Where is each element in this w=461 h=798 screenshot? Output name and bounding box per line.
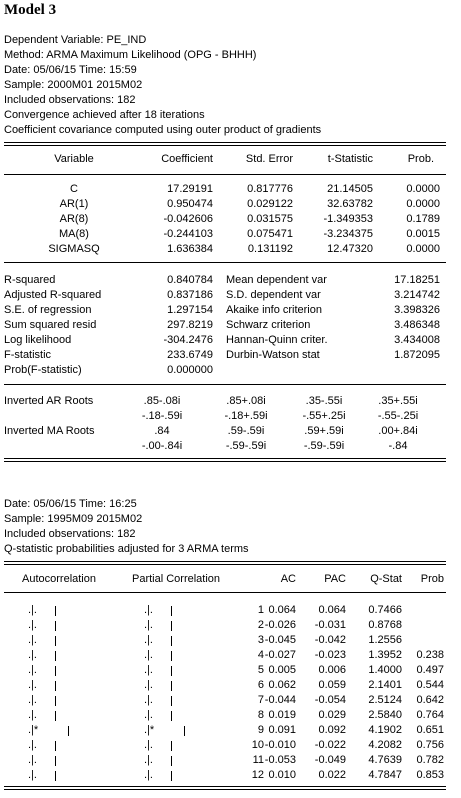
ac-band-line	[68, 726, 70, 736]
ac-value: 0.064	[268, 604, 296, 616]
q-stat-value: 1.2556	[368, 634, 402, 646]
stat-label: Schwarz criterion	[226, 319, 311, 331]
prob-value: 0.0015	[406, 228, 440, 240]
ac-value: 0.019	[268, 709, 296, 721]
root-value: -.59-.59i	[225, 440, 267, 452]
stat-value: 3.486348	[394, 319, 440, 331]
coefficient-value: -0.244103	[163, 228, 213, 240]
partial-correlation-bar: .|.	[144, 694, 153, 706]
pac-value: -0.042	[314, 634, 346, 646]
ac-band-line	[55, 696, 57, 706]
t-stat-value: 12.47320	[327, 243, 373, 255]
table-rule	[4, 592, 446, 593]
autocorrelation-bar: .|.	[28, 679, 37, 691]
ac-band-line	[55, 621, 57, 631]
ac-value: -0.053	[264, 754, 296, 766]
stat-label: Durbin-Watson stat	[226, 349, 320, 361]
lag-number: 4	[257, 649, 264, 661]
stat-label: Adjusted R-squared	[4, 289, 102, 301]
prob-value: 0.1789	[406, 213, 440, 225]
ac-value: 0.062	[268, 679, 296, 691]
root-value: -.00-.84i	[141, 440, 183, 452]
pac-band-line	[171, 651, 173, 661]
partial-correlation-bar: .|.	[144, 619, 153, 631]
pac-value: 0.006	[318, 664, 346, 676]
column-header: PAC	[324, 573, 346, 585]
partial-correlation-bar: .|.	[144, 679, 153, 691]
lag-number: 10	[251, 739, 264, 751]
ac-band-line	[55, 756, 57, 766]
ac-band-line	[55, 681, 57, 691]
t-stat-value: -3.234375	[323, 228, 373, 240]
autocorrelation-bar: .|.	[28, 739, 37, 751]
pac-band-line	[171, 606, 173, 616]
partial-correlation-bar: .|.	[144, 604, 153, 616]
variable-name: SIGMASQ	[48, 243, 100, 255]
header-line: Dependent Variable: PE_IND	[4, 34, 147, 46]
header-line: Included observations: 182	[4, 528, 136, 540]
variable-name: C	[70, 183, 78, 195]
table-rule	[4, 458, 446, 462]
column-header: t-Statistic	[327, 153, 373, 165]
pac-value: -0.022	[314, 739, 346, 751]
stat-value: 1.872095	[394, 349, 440, 361]
header-line: Coefficient covariance computed using outer product of gradients	[4, 124, 322, 136]
std-error-value: 0.817776	[247, 183, 293, 195]
prob-value: 0.651	[416, 724, 444, 736]
ac-value: -0.045	[264, 634, 296, 646]
stat-value: 0.837186	[167, 289, 213, 301]
lag-number: 2	[257, 619, 264, 631]
stat-label: Sum squared resid	[4, 319, 97, 331]
q-stat-value: 2.5840	[368, 709, 402, 721]
q-stat-value: 4.1902	[368, 724, 402, 736]
coefficient-value: -0.042606	[163, 213, 213, 225]
ac-band-line	[55, 711, 57, 721]
prob-value: 0.238	[416, 649, 444, 661]
stat-value: 1.297154	[167, 304, 213, 316]
autocorrelation-bar: .|.	[28, 649, 37, 661]
roots-label: Inverted MA Roots	[4, 425, 95, 437]
partial-correlation-bar: .|*	[144, 724, 155, 736]
pac-value: 0.059	[318, 679, 346, 691]
ac-band-line	[55, 771, 57, 781]
ac-value: -0.026	[264, 619, 296, 631]
lag-number: 8	[257, 709, 264, 721]
pac-band-line	[171, 681, 173, 691]
stat-label: R-squared	[4, 274, 56, 286]
ac-band-line	[55, 636, 57, 646]
partial-correlation-bar: .|.	[144, 739, 153, 751]
partial-correlation-bar: .|.	[144, 649, 153, 661]
stat-label: Hannan-Quinn criter.	[226, 334, 328, 346]
q-stat-value: 0.8768	[368, 619, 402, 631]
q-stat-value: 4.7847	[368, 769, 402, 781]
pac-value: -0.049	[314, 754, 346, 766]
std-error-value: 0.131192	[247, 243, 293, 255]
stat-label: Log likelihood	[4, 334, 72, 346]
lag-number: 12	[251, 769, 264, 781]
model-title: Model 3	[4, 2, 57, 18]
q-stat-value: 4.2082	[368, 739, 402, 751]
autocorrelation-bar: .|.	[28, 769, 37, 781]
coefficient-value: 17.29191	[167, 183, 213, 195]
autocorrelation-bar: .|.	[28, 664, 37, 676]
pac-value: -0.054	[314, 694, 346, 706]
pac-value: 0.022	[318, 769, 346, 781]
column-header: Coefficient	[161, 153, 213, 165]
root-value: -.59-.59i	[303, 440, 345, 452]
header-line: Method: ARMA Maximum Likelihood (OPG - BHHH)	[4, 49, 257, 61]
stat-value: 0.000000	[167, 364, 213, 376]
header-line: Convergence achieved after 18 iterations	[4, 109, 205, 121]
column-header: Prob	[420, 573, 444, 585]
std-error-value: 0.075471	[247, 228, 293, 240]
pac-band-line	[171, 621, 173, 631]
stat-value: 3.398326	[394, 304, 440, 316]
stat-value: 3.434008	[394, 334, 440, 346]
ac-value: 0.010	[268, 769, 296, 781]
autocorrelation-bar: .|*	[28, 724, 39, 736]
lag-number: 9	[257, 724, 264, 736]
q-stat-value: 2.1401	[368, 679, 402, 691]
root-value: .00+.84i	[378, 425, 418, 437]
autocorrelation-bar: .|.	[28, 754, 37, 766]
root-value: -.18-.59i	[141, 410, 183, 422]
table-rule	[4, 262, 446, 263]
roots-label: Inverted AR Roots	[4, 395, 94, 407]
root-value: .59+.59i	[304, 425, 344, 437]
header-line: Date: 05/06/15 Time: 15:59	[4, 64, 137, 76]
stat-value: 3.214742	[394, 289, 440, 301]
pac-band-line	[171, 696, 173, 706]
lag-number: 3	[257, 634, 264, 646]
prob-value: 0.764	[416, 709, 444, 721]
root-value: .84	[154, 425, 170, 437]
variable-name: MA(8)	[59, 228, 89, 240]
pac-band-line	[171, 741, 173, 751]
stat-label: S.E. of regression	[4, 304, 92, 316]
partial-correlation-bar: .|.	[144, 709, 153, 721]
autocorrelation-bar: .|.	[28, 634, 37, 646]
root-value: .59-.59i	[227, 425, 265, 437]
ac-band-line	[55, 741, 57, 751]
partial-correlation-bar: .|.	[144, 769, 153, 781]
stat-label: F-statistic	[4, 349, 52, 361]
column-header: AC	[280, 573, 296, 585]
header-line: Date: 05/06/15 Time: 16:25	[4, 498, 137, 510]
pac-value: -0.031	[314, 619, 346, 631]
table-rule	[4, 786, 446, 790]
stat-label: S.D. dependent var	[226, 289, 321, 301]
ac-value: 0.091	[268, 724, 296, 736]
ac-value: -0.027	[264, 649, 296, 661]
stat-value: 233.6749	[167, 349, 213, 361]
prob-value: 0.544	[416, 679, 444, 691]
std-error-value: 0.031575	[247, 213, 293, 225]
column-header: Std. Error	[245, 153, 293, 165]
root-value: .35+.55i	[378, 395, 418, 407]
q-stat-value: 2.5124	[368, 694, 402, 706]
root-value: .85-.08i	[143, 395, 181, 407]
prob-value: 0.853	[416, 769, 444, 781]
pac-band-line	[171, 756, 173, 766]
autocorrelation-bar: .|.	[28, 619, 37, 631]
prob-value: 0.642	[416, 694, 444, 706]
stat-label: Prob(F-statistic)	[4, 364, 82, 376]
column-header: Autocorrelation	[22, 573, 96, 585]
pac-band-line	[171, 636, 173, 646]
column-header: Variable	[54, 153, 94, 165]
stat-value: 0.840784	[167, 274, 213, 286]
autocorrelation-bar: .|.	[28, 709, 37, 721]
pac-band-line	[171, 771, 173, 781]
stat-value: 17.18251	[394, 274, 440, 286]
column-header: Q-Stat	[370, 573, 402, 585]
partial-correlation-bar: .|.	[144, 634, 153, 646]
prob-value: 0.0000	[406, 183, 440, 195]
root-value: -.55-.25i	[377, 410, 419, 422]
lag-number: 5	[257, 664, 264, 676]
pac-value: -0.023	[314, 649, 346, 661]
ac-value: -0.044	[264, 694, 296, 706]
prob-value: 0.497	[416, 664, 444, 676]
root-value: .35-.55i	[305, 395, 343, 407]
lag-number: 7	[257, 694, 264, 706]
pac-value: 0.092	[318, 724, 346, 736]
prob-value: 0.782	[416, 754, 444, 766]
table-rule	[4, 174, 446, 175]
pac-band-line	[184, 726, 186, 736]
table-rule	[4, 384, 446, 385]
ac-band-line	[55, 606, 57, 616]
partial-correlation-bar: .|.	[144, 664, 153, 676]
pac-band-line	[171, 666, 173, 676]
prob-value: 0.756	[416, 739, 444, 751]
q-stat-value: 0.7466	[368, 604, 402, 616]
ac-band-line	[55, 666, 57, 676]
stat-value: 297.8219	[167, 319, 213, 331]
prob-value: 0.0000	[406, 243, 440, 255]
lag-number: 1	[257, 604, 264, 616]
stat-label: Mean dependent var	[226, 274, 327, 286]
coefficient-value: 0.950474	[167, 198, 213, 210]
t-stat-value: -1.349353	[323, 213, 373, 225]
table-rule	[4, 561, 446, 565]
column-header: Prob.	[407, 153, 434, 165]
q-stat-value: 1.3952	[368, 649, 402, 661]
header-line: Q-statistic probabilities adjusted for 3 ARMA terms	[4, 543, 249, 555]
table-rule	[4, 142, 446, 146]
q-stat-value: 1.4000	[368, 664, 402, 676]
t-stat-value: 32.63782	[327, 198, 373, 210]
lag-number: 11	[252, 754, 264, 766]
ac-value: 0.005	[268, 664, 296, 676]
header-line: Included observations: 182	[4, 94, 136, 106]
header-line: Sample: 2000M01 2015M02	[4, 79, 143, 91]
root-value: .85+.08i	[226, 395, 266, 407]
root-value: -.55+.25i	[302, 410, 346, 422]
t-stat-value: 21.14505	[327, 183, 373, 195]
partial-correlation-bar: .|.	[144, 754, 153, 766]
header-line: Sample: 1995M09 2015M02	[4, 513, 143, 525]
coefficient-value: 1.636384	[167, 243, 213, 255]
root-value: -.84	[388, 440, 408, 452]
pac-value: 0.029	[318, 709, 346, 721]
variable-name: AR(1)	[59, 198, 89, 210]
autocorrelation-bar: .|.	[28, 694, 37, 706]
ac-band-line	[55, 651, 57, 661]
stat-label: Akaike info criterion	[226, 304, 322, 316]
lag-number: 6	[257, 679, 264, 691]
autocorrelation-bar: .|.	[28, 604, 37, 616]
stat-value: -304.2476	[163, 334, 213, 346]
pac-band-line	[171, 711, 173, 721]
pac-value: 0.064	[318, 604, 346, 616]
root-value: -.18+.59i	[224, 410, 268, 422]
std-error-value: 0.029122	[247, 198, 293, 210]
prob-value: 0.0000	[406, 198, 440, 210]
variable-name: AR(8)	[59, 213, 89, 225]
q-stat-value: 4.7639	[368, 754, 402, 766]
ac-value: -0.010	[264, 739, 296, 751]
column-header: Partial Correlation	[132, 573, 221, 585]
